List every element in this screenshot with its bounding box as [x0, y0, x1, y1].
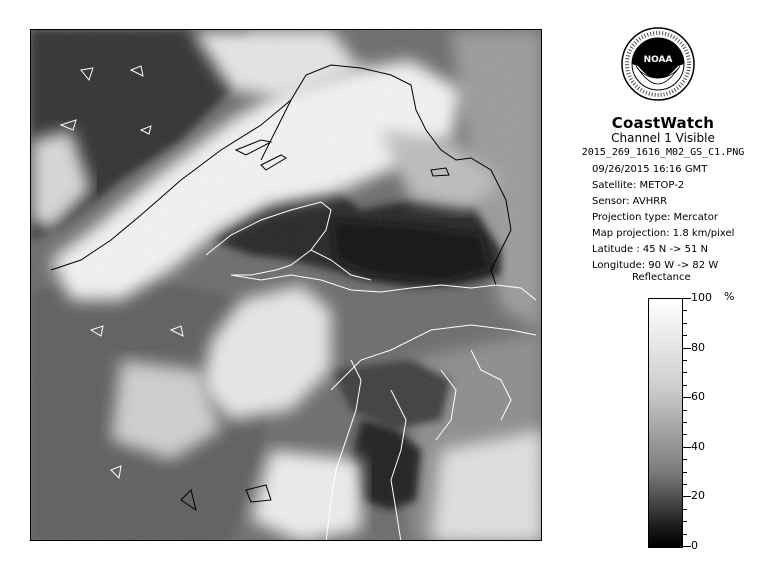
tick-label: 60 — [691, 390, 705, 403]
satellite-image-panel — [30, 29, 542, 541]
tick-mark — [683, 335, 687, 336]
tick-mark — [683, 521, 687, 522]
sensor-label: Sensor: AVHRR — [592, 196, 668, 207]
tick-label: 40 — [691, 440, 705, 453]
tick-label: 100 — [691, 291, 712, 304]
channel-subtitle: Channel 1 Visible — [611, 131, 715, 145]
map-projection-label: Map projection: 1.8 km/pixel — [592, 228, 735, 239]
tick-mark — [683, 372, 687, 373]
colorbar-ticks — [683, 291, 743, 552]
projection-type-label: Projection type: Mercator — [592, 212, 718, 223]
tick-label: 20 — [691, 489, 705, 502]
tick-mark — [683, 397, 691, 398]
tick-mark — [683, 546, 691, 547]
product-title: CoastWatch — [611, 114, 715, 132]
tick-mark — [683, 509, 687, 510]
tick-mark — [683, 459, 687, 460]
tick-mark — [683, 447, 691, 448]
satellite-label: Satellite: METOP-2 — [592, 180, 685, 191]
tick-mark — [683, 422, 687, 423]
tick-label: 80 — [691, 341, 705, 354]
tick-mark — [683, 348, 691, 349]
latitude-label: Latitude : 45 N -> 51 N — [592, 244, 708, 255]
tick-mark — [683, 472, 687, 473]
tick-mark — [683, 484, 687, 485]
longitude-label: Longitude: 90 W -> 82 W — [592, 260, 719, 271]
tick-mark — [683, 496, 691, 497]
logo-label: NOAA — [643, 55, 673, 65]
acquisition-datetime: 09/26/2015 16:16 GMT — [592, 164, 708, 175]
tick-mark — [683, 434, 687, 435]
tick-mark — [683, 360, 687, 361]
satellite-image — [31, 30, 542, 541]
reflectance-colorbar — [648, 298, 683, 548]
image-filename: 2015_269_1616_M02_GS_C1.PNG — [581, 147, 745, 158]
legend-unit: % — [724, 290, 735, 303]
noaa-logo — [620, 22, 696, 108]
tick-mark — [683, 323, 687, 324]
tick-label: 0 — [691, 539, 698, 552]
tick-mark — [683, 410, 687, 411]
tick-mark — [683, 534, 687, 535]
tick-mark — [683, 385, 687, 386]
legend-title: Reflectance — [632, 272, 691, 283]
tick-mark — [683, 298, 691, 299]
noaa-logo-icon — [620, 22, 696, 108]
tick-mark — [683, 310, 687, 311]
